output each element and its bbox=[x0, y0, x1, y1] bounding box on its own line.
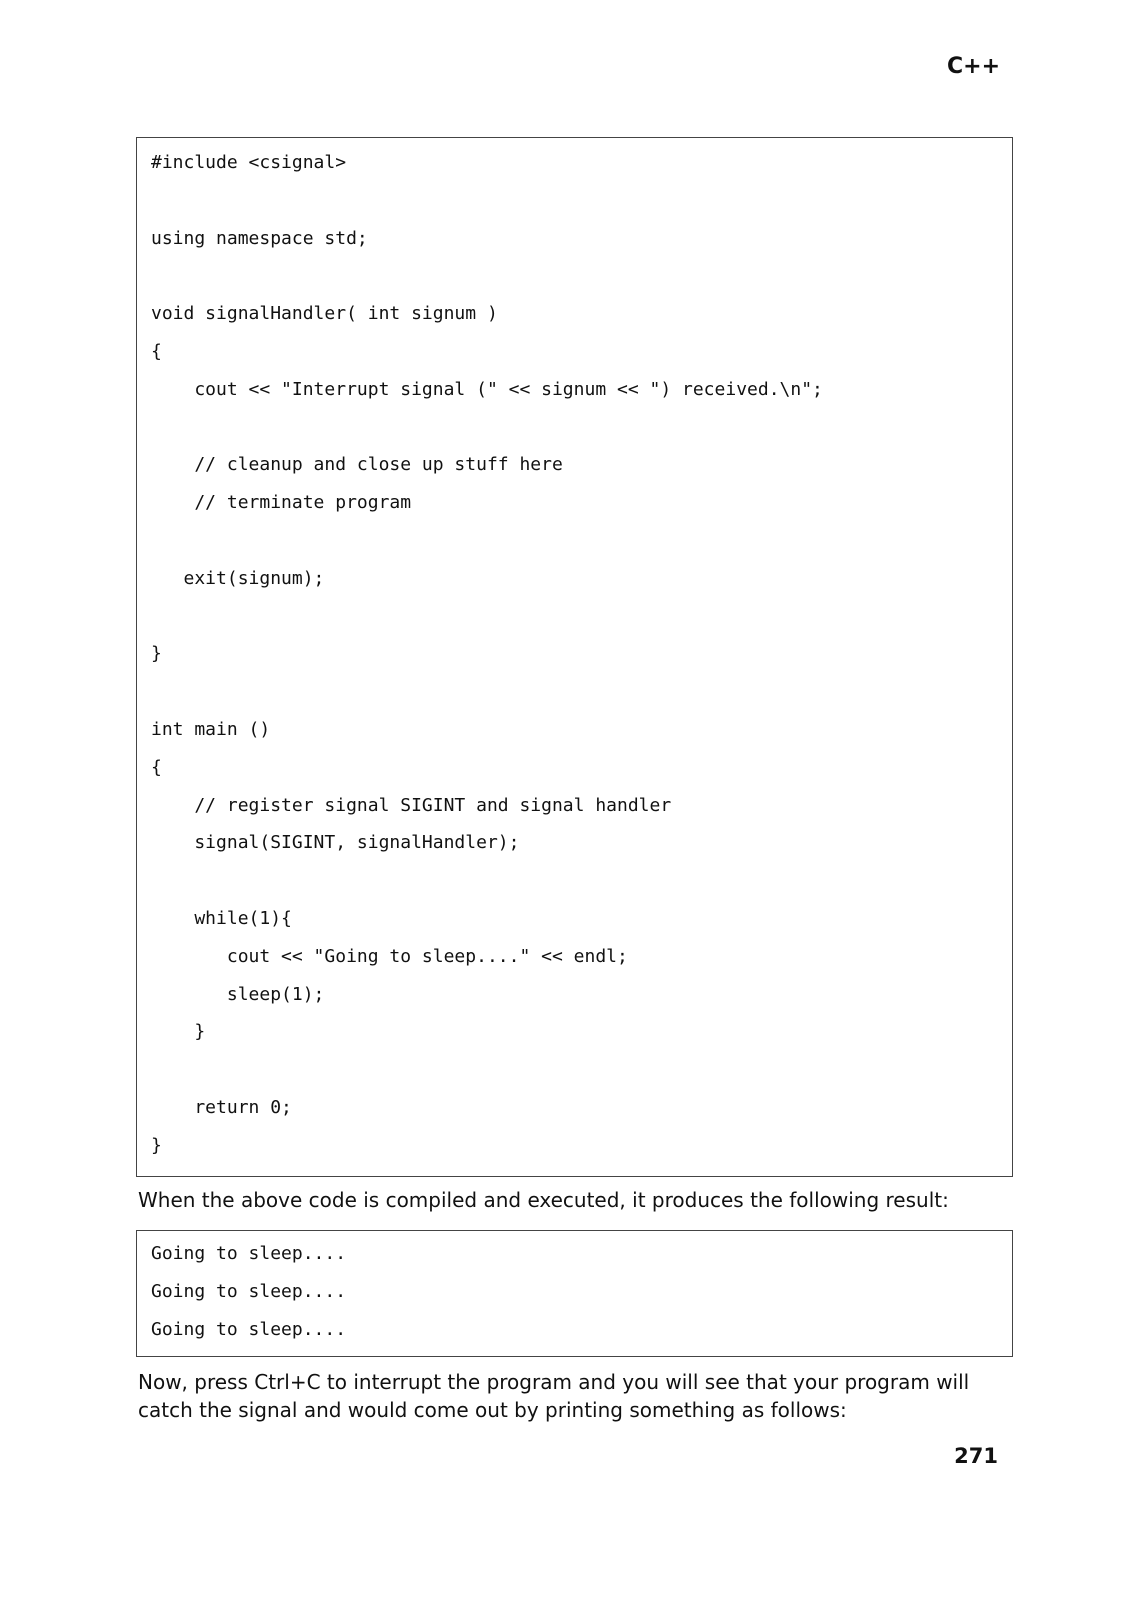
code-line: int main () bbox=[151, 718, 271, 740]
code-line: void signalHandler( int signum ) bbox=[151, 303, 498, 325]
code-line bbox=[151, 862, 998, 900]
code-line: sleep(1); bbox=[151, 983, 325, 1005]
page-number: 271 bbox=[954, 1444, 998, 1468]
code-line bbox=[151, 673, 998, 711]
code-line: } bbox=[151, 643, 162, 665]
code-line: #include <csignal> bbox=[151, 152, 347, 173]
code-line: while(1){ bbox=[151, 907, 292, 929]
code-line: // register signal SIGINT and signal handler bbox=[151, 794, 672, 816]
code-line bbox=[151, 257, 998, 295]
code-line: Going to sleep.... bbox=[151, 1280, 347, 1302]
code-line: cout << "Going to sleep...." << endl; bbox=[151, 945, 628, 967]
code-line bbox=[151, 182, 998, 220]
code-line bbox=[151, 598, 998, 636]
code-line: cout << "Interrupt signal (" << signum << ") received.\n"; bbox=[151, 378, 823, 400]
code-line: signal(SIGINT, signalHandler); bbox=[151, 832, 520, 854]
code-line bbox=[151, 1051, 998, 1089]
code-line: { bbox=[151, 340, 162, 362]
code-line: return 0; bbox=[151, 1096, 292, 1118]
paragraph: When the above code is compiled and executed, it produces the following result: bbox=[138, 1188, 949, 1212]
code-line bbox=[151, 409, 998, 447]
code-line: Going to sleep.... bbox=[151, 1318, 347, 1340]
code-block bbox=[136, 137, 1013, 1177]
output-block bbox=[136, 1230, 1013, 1357]
code-line: } bbox=[151, 1021, 206, 1043]
code-line: using namespace std; bbox=[151, 227, 368, 249]
code-line: // cleanup and close up stuff here bbox=[151, 454, 563, 476]
code-line: Going to sleep.... bbox=[151, 1243, 347, 1264]
code-line: { bbox=[151, 756, 162, 778]
code-line: exit(signum); bbox=[151, 567, 325, 589]
code-line: // terminate program bbox=[151, 492, 412, 514]
code-line: } bbox=[151, 1134, 162, 1156]
code-line bbox=[151, 522, 998, 560]
running-header: C++ bbox=[946, 54, 1000, 79]
paragraph: Now, press Ctrl+C to interrupt the program and you will see that your program will catch the signal and would come out by printing something as follows: bbox=[138, 1370, 970, 1422]
